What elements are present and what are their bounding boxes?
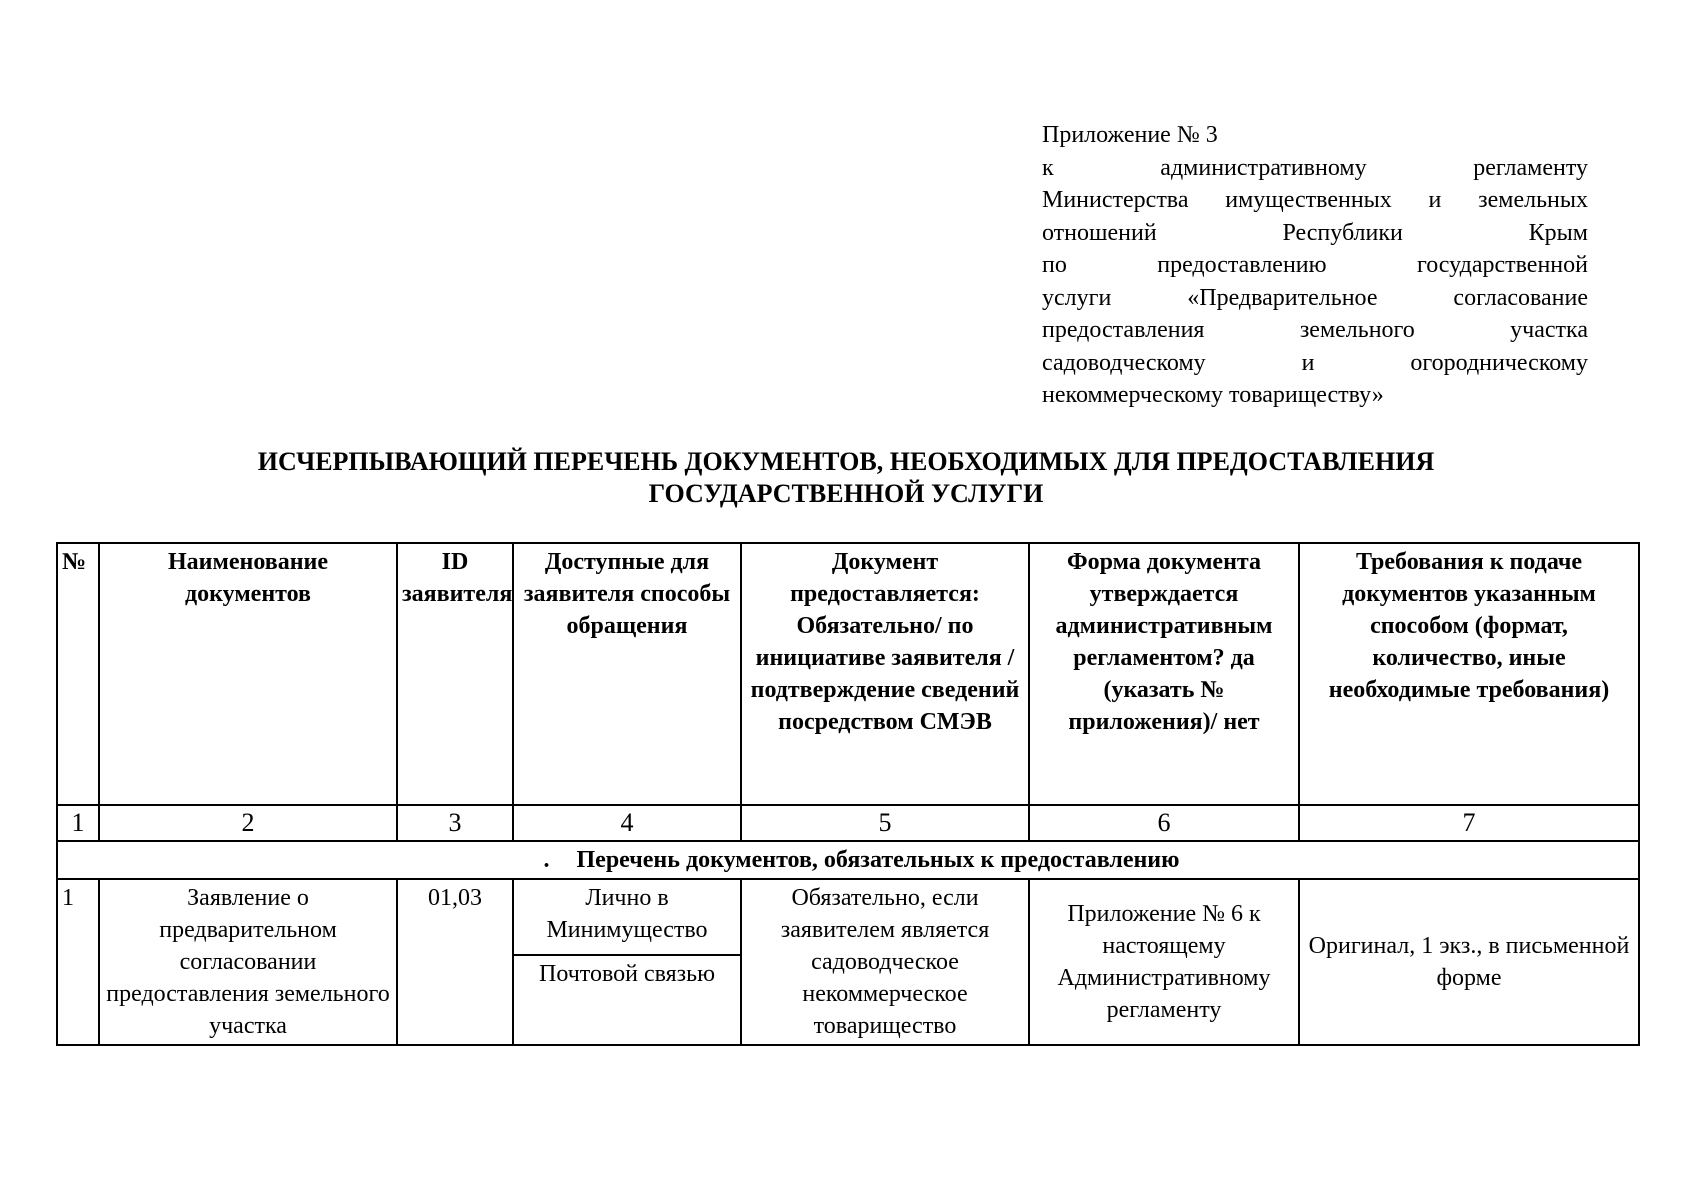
header-requirements: Требования к подаче документов указанным способом (формат, количество, иные необходимые требования) [1299,543,1639,805]
appendix-line: предоставления земельного участка [1042,317,1588,343]
row-document-name: Заявление о предварительном согласовании предоставления земельного участка [99,879,397,1045]
appendix-line: отношений Республики Крым [1042,219,1588,246]
appendix-line: садоводческому и огородническому [1042,349,1588,376]
appendix-line: Министерства имущественных и земельных [1042,187,1588,213]
section-label: Перечень документов, обязательных к предоставлению [576,847,1180,873]
appendix-line: некоммерческому товариществу» [1042,382,1384,408]
row-submission-methods [513,879,741,1045]
row-requirements: Оригинал, 1 экз., в письменной форме [1299,879,1639,1045]
column-number: 4 [513,805,741,841]
table-header-row [57,543,1639,805]
table-row [57,879,1639,1045]
section-cell [57,841,1639,879]
column-number: 6 [1029,805,1299,841]
header-form-approval: Форма документа утверждается административным регламентом? да (указать № приложения)/ нет [1029,543,1299,805]
row-form-approval: Приложение № 6 к настоящему Административному регламенту [1029,879,1299,1045]
title-line-2: ГОСУДАРСТВЕННОЙ УСЛУГИ [648,479,1044,508]
row-applicant-id: 01,03 [397,879,513,1045]
column-number: 5 [741,805,1029,841]
header-document-name: Наименование документов [99,543,397,805]
column-number: 1 [57,805,99,841]
column-number: 2 [99,805,397,841]
method-in-person: Лично в Минимущество [514,880,740,956]
document-title [56,446,1636,510]
documents-table [56,542,1640,1046]
row-provision-type: Обязательно, если заявителем является садоводческое некоммерческое товарищество [741,879,1029,1045]
column-numbers-row [57,805,1639,841]
section-row [57,841,1639,879]
column-number: 7 [1299,805,1639,841]
header-submission-methods: Доступные для заявителя способы обращения [513,543,741,805]
header-number: № [57,543,99,805]
appendix-line: к административному регламенту [1042,154,1588,181]
row-number: 1 [57,879,99,1045]
appendix-line: услуги «Предварительное согласование [1042,284,1588,311]
appendix-block [1042,119,1588,412]
column-number: 3 [397,805,513,841]
appendix-line: Приложение № 3 [1042,122,1218,148]
header-provision-type: Документ предоставляется: Обязательно/ по инициативе заявителя /подтверждение сведений посредством СМЭВ [741,543,1029,805]
header-applicant-id: ID заявителя [397,543,513,805]
section-marker: . [543,847,550,873]
appendix-line: по предоставлению государственной [1042,252,1588,278]
method-postal: Почтовой связью [538,961,716,987]
title-line-1: ИСЧЕРПЫВАЮЩИЙ ПЕРЕЧЕНЬ ДОКУМЕНТОВ, НЕОБХОДИМЫХ ДЛЯ ПРЕДОСТАВЛЕНИЯ [257,447,1435,476]
